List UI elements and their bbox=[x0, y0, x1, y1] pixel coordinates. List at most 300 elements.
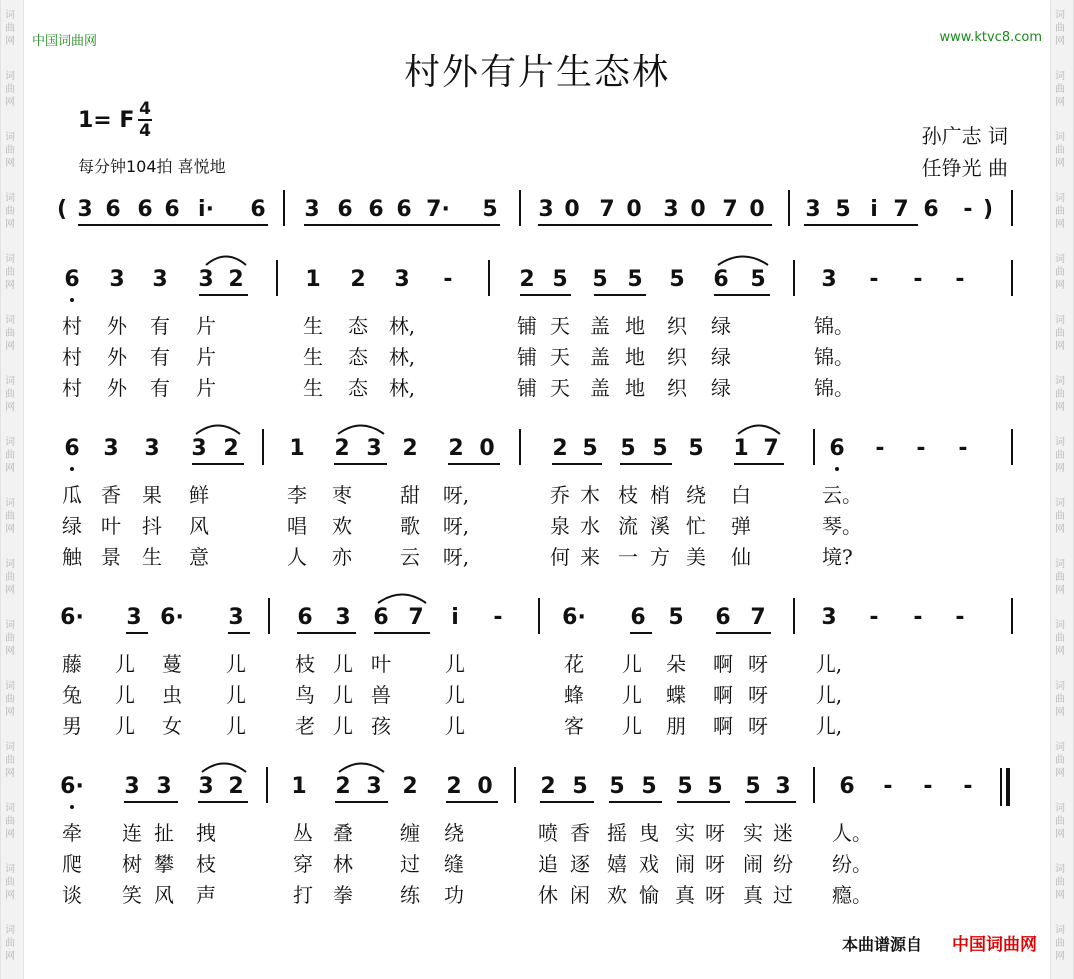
watermark-char: 网 bbox=[5, 707, 15, 718]
watermark-char: 曲 bbox=[5, 389, 15, 400]
beam-underline bbox=[630, 632, 652, 634]
lyric-char: 绿 bbox=[62, 514, 82, 538]
lyric-char: 打 bbox=[293, 883, 313, 907]
jianpu-note: 2 bbox=[228, 267, 244, 292]
jianpu-note: - bbox=[955, 267, 965, 292]
jianpu-note: i bbox=[451, 605, 459, 630]
jianpu-note: 5 bbox=[835, 197, 851, 222]
jianpu-note: - bbox=[883, 774, 893, 799]
watermark-char: 词 bbox=[1055, 132, 1065, 143]
jianpu-note: 7· bbox=[426, 197, 450, 222]
watermark-char: 网 bbox=[5, 951, 15, 962]
barline bbox=[519, 190, 521, 226]
jianpu-note: - bbox=[955, 605, 965, 630]
lyric-char: 缠 bbox=[400, 821, 420, 845]
slur-arc bbox=[194, 421, 242, 435]
watermark-char: 词 bbox=[5, 315, 15, 326]
jianpu-note: 2 bbox=[552, 436, 568, 461]
jianpu-note: 7 bbox=[599, 197, 615, 222]
lyric-char: 叠 bbox=[333, 821, 353, 845]
watermark-char: 词 bbox=[1055, 681, 1065, 692]
lyric-char: 儿 bbox=[622, 652, 642, 676]
lyric-char: 攀 bbox=[154, 852, 174, 876]
lyric-char: 纷。 bbox=[832, 852, 872, 876]
jianpu-note: 6· bbox=[160, 605, 184, 630]
lyric-char: 笑 bbox=[122, 883, 142, 907]
lyric-char: 溪 bbox=[650, 514, 670, 538]
watermark-char: 网 bbox=[5, 97, 15, 108]
lyric-char: 瘾。 bbox=[832, 883, 872, 907]
beam-underline bbox=[335, 801, 388, 803]
jianpu-note: 6· bbox=[562, 605, 586, 630]
jianpu-note: 3 bbox=[103, 436, 119, 461]
lyric-char: 谈 bbox=[62, 883, 82, 907]
watermark-char: 曲 bbox=[1055, 84, 1065, 95]
song-title: 村外有片生态林 bbox=[403, 52, 670, 93]
lyric-char: 盖 bbox=[590, 345, 610, 369]
watermark-char: 曲 bbox=[1055, 694, 1065, 705]
jianpu-note: 3 bbox=[821, 605, 837, 630]
lyric-char: 外 bbox=[107, 314, 127, 338]
jianpu-note: 3 bbox=[366, 774, 382, 799]
lyric-char: 片 bbox=[196, 314, 216, 338]
slur-arc bbox=[337, 759, 386, 773]
jianpu-note: 7 bbox=[408, 605, 424, 630]
jianpu-note: 0 bbox=[477, 774, 493, 799]
watermark-char: 网 bbox=[1055, 219, 1065, 230]
jianpu-note: 3 bbox=[366, 436, 382, 461]
beam-underline bbox=[804, 224, 918, 226]
watermark-char: 网 bbox=[1055, 158, 1065, 169]
watermark-char: 词 bbox=[5, 559, 15, 570]
jianpu-note: 5 bbox=[707, 774, 723, 799]
watermark-char: 词 bbox=[5, 132, 15, 143]
beam-underline bbox=[520, 294, 571, 296]
lyric-char: 地 bbox=[625, 345, 645, 369]
lyric-char: 呀 bbox=[748, 652, 768, 676]
barline bbox=[519, 429, 521, 465]
slur-arc bbox=[376, 590, 428, 604]
beam-underline bbox=[745, 801, 796, 803]
jianpu-note: 6· bbox=[60, 605, 84, 630]
watermark-char: 曲 bbox=[5, 450, 15, 461]
jianpu-note: 6 bbox=[715, 605, 731, 630]
jianpu-note: 0 bbox=[626, 197, 642, 222]
lyric-char: 有 bbox=[150, 345, 170, 369]
jianpu-note: 3 bbox=[191, 436, 207, 461]
jianpu-note: 2 bbox=[446, 774, 462, 799]
jianpu-note: 3 bbox=[228, 605, 244, 630]
jianpu-note: 1 bbox=[733, 436, 749, 461]
lyric-char: 藤 bbox=[62, 652, 82, 676]
lyric-char: 连 bbox=[122, 821, 142, 845]
lyric-char: 老 bbox=[295, 714, 315, 738]
lyric-char: 生 bbox=[303, 345, 323, 369]
barline bbox=[813, 767, 815, 803]
barline bbox=[1011, 260, 1013, 296]
lyric-char: 绿 bbox=[711, 376, 731, 400]
lyric-char: 绿 bbox=[711, 314, 731, 338]
jianpu-note: 6 bbox=[250, 197, 266, 222]
jianpu-note: 5 bbox=[582, 436, 598, 461]
lyric-char: 境? bbox=[822, 545, 853, 569]
lyric-char: 逐 bbox=[570, 852, 590, 876]
lyric-char: 地 bbox=[625, 314, 645, 338]
lyric-char: 忙 bbox=[686, 514, 706, 538]
beam-underline bbox=[716, 632, 771, 634]
time-signature bbox=[138, 100, 152, 140]
lyric-char: 儿 bbox=[333, 652, 353, 676]
watermark-char: 词 bbox=[1055, 498, 1065, 509]
lyric-char: 呀 bbox=[748, 683, 768, 707]
watermark-char: 词 bbox=[5, 193, 15, 204]
watermark-char: 词 bbox=[5, 925, 15, 936]
lyric-char: 朋 bbox=[666, 714, 686, 738]
jianpu-note: - bbox=[916, 436, 926, 461]
lyric-char: 儿 bbox=[333, 683, 353, 707]
lyric-char: 琴。 bbox=[822, 514, 862, 538]
lyric-char: 意 bbox=[189, 545, 209, 569]
lyric-char: 织 bbox=[667, 376, 687, 400]
lyric-char: 闹 bbox=[675, 852, 695, 876]
lyric-char: 盖 bbox=[590, 376, 610, 400]
watermark-char: 曲 bbox=[5, 877, 15, 888]
watermark-char: 网 bbox=[1055, 463, 1065, 474]
lyric-char: 呀 bbox=[705, 883, 725, 907]
watermark-char: 网 bbox=[5, 341, 15, 352]
jianpu-note: 0 bbox=[749, 197, 765, 222]
lyric-char: 人 bbox=[287, 545, 307, 569]
jianpu-note: ) bbox=[982, 197, 994, 222]
jianpu-note: ( bbox=[56, 197, 68, 222]
watermark-char: 网 bbox=[5, 646, 15, 657]
lyric-char: 戏 bbox=[639, 852, 659, 876]
lyric-char: 丛 bbox=[293, 821, 313, 845]
lyric-char: 朵 bbox=[666, 652, 686, 676]
key-signature: 1= F bbox=[78, 108, 135, 133]
lyric-char: 鲜 bbox=[189, 483, 209, 507]
lyric-char: 枣 bbox=[332, 483, 352, 507]
lyric-char: 休 bbox=[538, 883, 558, 907]
watermark-char: 网 bbox=[5, 829, 15, 840]
beam-underline bbox=[192, 463, 244, 465]
jianpu-note: 2 bbox=[519, 267, 535, 292]
jianpu-note: 2 bbox=[228, 774, 244, 799]
lyric-char: 男 bbox=[62, 714, 82, 738]
lyric-char: 风 bbox=[154, 883, 174, 907]
lyric-char: 枝 bbox=[618, 483, 638, 507]
watermark-char: 网 bbox=[1055, 646, 1065, 657]
low-octave-dot bbox=[70, 298, 74, 302]
watermark-char: 网 bbox=[1055, 890, 1065, 901]
lyric-char: 景 bbox=[101, 545, 121, 569]
barline bbox=[488, 260, 490, 296]
lyric-char: 拽 bbox=[196, 821, 216, 845]
lyric-char: 喷 bbox=[538, 821, 558, 845]
beam-underline bbox=[199, 294, 248, 296]
jianpu-note: 3 bbox=[198, 774, 214, 799]
watermark-char: 词 bbox=[5, 620, 15, 631]
barline bbox=[514, 767, 516, 803]
lyric-char: 儿 bbox=[333, 714, 353, 738]
watermark-char: 曲 bbox=[5, 145, 15, 156]
barline bbox=[1011, 598, 1013, 634]
lyric-char: 甜 bbox=[400, 483, 420, 507]
jianpu-note: - bbox=[923, 774, 933, 799]
jianpu-note: 7 bbox=[893, 197, 909, 222]
watermark-char: 曲 bbox=[1055, 23, 1065, 34]
lyric-char: 实 bbox=[675, 821, 695, 845]
lyric-char: 流 bbox=[618, 514, 638, 538]
lyric-char: 香 bbox=[101, 483, 121, 507]
footer-site-link[interactable]: 中国词曲网 bbox=[952, 935, 1037, 955]
jianpu-note: 6 bbox=[396, 197, 412, 222]
lyric-char: 迷 bbox=[773, 821, 793, 845]
jianpu-note: 0 bbox=[479, 436, 495, 461]
lyric-char: 铺 bbox=[517, 314, 537, 338]
jianpu-note: 5 bbox=[552, 267, 568, 292]
lyric-char: 欢 bbox=[607, 883, 627, 907]
lyric-char: 呀, bbox=[442, 545, 470, 569]
barline bbox=[793, 260, 795, 296]
lyric-char: 儿, bbox=[815, 652, 843, 676]
lyric-char: 村 bbox=[62, 314, 82, 338]
watermark-char: 网 bbox=[1055, 585, 1065, 596]
watermark-char: 曲 bbox=[5, 267, 15, 278]
watermark-char: 曲 bbox=[5, 572, 15, 583]
lyric-char: 儿, bbox=[815, 683, 843, 707]
lyric-char: 儿 bbox=[226, 652, 246, 676]
jianpu-note: i· bbox=[198, 197, 214, 222]
lyric-char: 林, bbox=[388, 345, 416, 369]
lyric-char: 嬉 bbox=[607, 852, 627, 876]
jianpu-note: 6 bbox=[839, 774, 855, 799]
lyric-char: 扯 bbox=[154, 821, 174, 845]
lyric-char: 村 bbox=[62, 376, 82, 400]
jianpu-note: 3 bbox=[394, 267, 410, 292]
lyric-char: 枝 bbox=[295, 652, 315, 676]
watermark-char: 词 bbox=[1055, 925, 1065, 936]
beam-underline bbox=[198, 801, 248, 803]
lyric-char: 有 bbox=[150, 314, 170, 338]
jianpu-note: - bbox=[443, 267, 453, 292]
barline bbox=[1011, 190, 1013, 226]
jianpu-note: 6 bbox=[713, 267, 729, 292]
jianpu-note: 2 bbox=[402, 774, 418, 799]
lyric-char: 叶 bbox=[371, 652, 391, 676]
jianpu-note: - bbox=[493, 605, 503, 630]
site-name-left[interactable]: 中国词曲网 bbox=[32, 34, 98, 49]
jianpu-note: 6 bbox=[64, 267, 80, 292]
lyric-char: 真 bbox=[675, 883, 695, 907]
lyric-char: 摇 bbox=[607, 821, 627, 845]
jianpu-note: 5 bbox=[745, 774, 761, 799]
lyric-char: 愉 bbox=[639, 883, 659, 907]
watermark-char: 曲 bbox=[5, 816, 15, 827]
lyric-char: 白 bbox=[731, 483, 751, 507]
lyric-char: 追 bbox=[538, 852, 558, 876]
watermark-char: 曲 bbox=[1055, 755, 1065, 766]
lyric-char: 亦 bbox=[332, 545, 352, 569]
lyric-char: 香 bbox=[570, 821, 590, 845]
watermark-char: 词 bbox=[1055, 376, 1065, 387]
lyric-char: 仙 bbox=[731, 545, 751, 569]
slur-arc bbox=[736, 421, 782, 435]
lyric-char: 啊 bbox=[713, 714, 733, 738]
beam-underline bbox=[677, 801, 730, 803]
beam-underline bbox=[538, 224, 772, 226]
jianpu-note: 6 bbox=[164, 197, 180, 222]
lyric-char: 林 bbox=[333, 852, 353, 876]
watermark-char: 词 bbox=[1055, 254, 1065, 265]
jianpu-note: - bbox=[958, 436, 968, 461]
watermark-char: 词 bbox=[1055, 315, 1065, 326]
watermark-char: 网 bbox=[5, 585, 15, 596]
watermark-char: 词 bbox=[5, 803, 15, 814]
final-barline-thick bbox=[1006, 768, 1010, 806]
watermark-char: 词 bbox=[5, 71, 15, 82]
lyric-char: 绕 bbox=[444, 821, 464, 845]
watermark-char: 词 bbox=[1055, 742, 1065, 753]
lyric-char: 生 bbox=[142, 545, 162, 569]
lyric-char: 缝 bbox=[444, 852, 464, 876]
lyric-char: 外 bbox=[107, 376, 127, 400]
watermark-char: 曲 bbox=[1055, 206, 1065, 217]
lyric-char: 兔 bbox=[62, 683, 82, 707]
jianpu-note: 5 bbox=[482, 197, 498, 222]
jianpu-note: 5 bbox=[669, 267, 685, 292]
jianpu-note: - bbox=[963, 197, 973, 222]
lyric-char: 儿 bbox=[226, 683, 246, 707]
watermark-char: 词 bbox=[5, 864, 15, 875]
jianpu-note: 6 bbox=[630, 605, 646, 630]
jianpu-note: 3 bbox=[77, 197, 93, 222]
lyric-char: 儿 bbox=[622, 683, 642, 707]
barline bbox=[266, 767, 268, 803]
lyric-char: 铺 bbox=[517, 345, 537, 369]
watermark-char: 曲 bbox=[5, 694, 15, 705]
lyric-char: 过 bbox=[773, 883, 793, 907]
left-watermark-strip bbox=[0, 0, 24, 979]
site-url-right[interactable]: www.ktvc8.com bbox=[939, 30, 1042, 45]
watermark-char: 曲 bbox=[1055, 328, 1065, 339]
footer-source-label: 本曲谱源自 bbox=[842, 935, 923, 954]
beam-underline bbox=[297, 632, 356, 634]
jianpu-note: 3 bbox=[821, 267, 837, 292]
lyric-char: 鸟 bbox=[295, 683, 315, 707]
lyric-char: 兽 bbox=[371, 683, 391, 707]
watermark-char: 网 bbox=[5, 158, 15, 169]
lyric-char: 枝 bbox=[196, 852, 216, 876]
watermark-char: 曲 bbox=[5, 511, 15, 522]
jianpu-note: 3 bbox=[152, 267, 168, 292]
barline bbox=[538, 598, 540, 634]
watermark-char: 词 bbox=[5, 742, 15, 753]
watermark-char: 网 bbox=[1055, 707, 1065, 718]
lyric-char: 盖 bbox=[590, 314, 610, 338]
lyric-char: 何 bbox=[550, 545, 570, 569]
lyric-char: 声 bbox=[196, 883, 216, 907]
watermark-char: 词 bbox=[1055, 193, 1065, 204]
watermark-char: 曲 bbox=[5, 206, 15, 217]
watermark-char: 网 bbox=[1055, 524, 1065, 535]
watermark-char: 词 bbox=[5, 10, 15, 21]
lyric-char: 一 bbox=[618, 545, 638, 569]
watermark-char: 网 bbox=[5, 890, 15, 901]
watermark-char: 词 bbox=[1055, 559, 1065, 570]
lyric-char: 儿 bbox=[226, 714, 246, 738]
jianpu-note: 6 bbox=[64, 436, 80, 461]
jianpu-note: 2 bbox=[350, 267, 366, 292]
lyric-char: 态 bbox=[348, 345, 368, 369]
lyric-char: 叶 bbox=[101, 514, 121, 538]
barline bbox=[788, 190, 790, 226]
jianpu-note: 2 bbox=[223, 436, 239, 461]
lyric-char: 瓜 bbox=[62, 483, 82, 507]
slur-arc bbox=[200, 759, 248, 773]
lyric-char: 铺 bbox=[517, 376, 537, 400]
lyric-char: 啊 bbox=[713, 683, 733, 707]
lyric-char: 方 bbox=[650, 545, 670, 569]
watermark-char: 网 bbox=[1055, 768, 1065, 779]
barline bbox=[793, 598, 795, 634]
jianpu-note: 5 bbox=[609, 774, 625, 799]
barline bbox=[283, 190, 285, 226]
jianpu-note: 5 bbox=[620, 436, 636, 461]
lyric-char: 林, bbox=[388, 376, 416, 400]
jianpu-note: 5 bbox=[750, 267, 766, 292]
jianpu-note: 6 bbox=[923, 197, 939, 222]
jianpu-note: 3 bbox=[663, 197, 679, 222]
watermark-char: 网 bbox=[1055, 280, 1065, 291]
lyricist-credit: 孙广志 词 bbox=[921, 124, 1008, 148]
beam-underline bbox=[540, 801, 594, 803]
watermark-char: 网 bbox=[5, 524, 15, 535]
lyric-char: 呀 bbox=[705, 852, 725, 876]
lyric-char: 蜂 bbox=[564, 683, 584, 707]
lyric-char: 儿 bbox=[115, 652, 135, 676]
lyric-char: 呀 bbox=[748, 714, 768, 738]
lyric-char: 乔 bbox=[550, 483, 570, 507]
jianpu-note: 6 bbox=[137, 197, 153, 222]
barline bbox=[262, 429, 264, 465]
beam-underline bbox=[552, 463, 602, 465]
jianpu-note: 2 bbox=[334, 436, 350, 461]
lyric-char: 儿, bbox=[815, 714, 843, 738]
watermark-char: 词 bbox=[1055, 864, 1065, 875]
jianpu-note: 0 bbox=[564, 197, 580, 222]
watermark-char: 词 bbox=[5, 681, 15, 692]
lyric-char: 曳 bbox=[639, 821, 659, 845]
lyric-char: 过 bbox=[400, 852, 420, 876]
lyric-char: 功 bbox=[444, 883, 464, 907]
jianpu-note: 5 bbox=[668, 605, 684, 630]
beam-underline bbox=[78, 224, 268, 226]
lyric-char: 天 bbox=[550, 376, 570, 400]
lyric-char: 生 bbox=[303, 314, 323, 338]
lyric-char: 弹 bbox=[731, 514, 751, 538]
lyric-char: 水 bbox=[580, 514, 600, 538]
jianpu-note: 5 bbox=[641, 774, 657, 799]
jianpu-note: 3 bbox=[805, 197, 821, 222]
jianpu-note: 2 bbox=[335, 774, 351, 799]
watermark-char: 网 bbox=[5, 463, 15, 474]
watermark-char: 曲 bbox=[1055, 145, 1065, 156]
watermark-char: 网 bbox=[1055, 341, 1065, 352]
watermark-char: 词 bbox=[1055, 803, 1065, 814]
lyric-char: 蔓 bbox=[162, 652, 182, 676]
watermark-char: 曲 bbox=[1055, 816, 1065, 827]
